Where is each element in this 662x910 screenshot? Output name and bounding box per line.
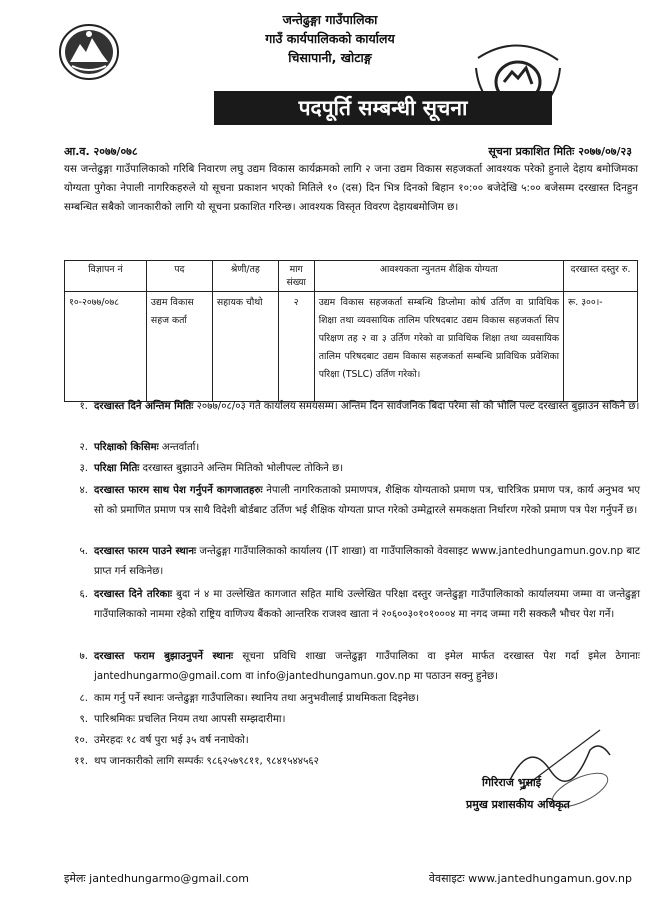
- notice-page: जन्तेढुङ्गा गाउँपालिका गाउँ कार्यपालिकको कार्यालय चिसापानी, खोटाङ्ग पदपूर्ति सम्बन्धी सूचना आ.व. २०७७/०७८ सूचना प्रकाशित मितिः २०७७/०७/२३ यस जन्तेढुङ्गा गाउँपालिकाको गरिबि निवारण लघु उद्यम विकास कार्यक्रमको लागि २ जना उद्यम विकास सहजकर्ता आवश्यक परेको हुनाले देहाय बमोजिमका योग्यता पुगेका नेपाली नागरिकहरुले यो सूचना प्रकाशन भएको मितिले १० (दस) दिन भित्र दिनको बिहान १०:०० बजेदेखि ५:०० बजेसम्म दरखास्त दिनहुन सम्बन्धित सबैको जानकारीको लागि यो सूचना प्रकाशित गरिन्छ। आवश्यक विस्तृत विवरण देहायबमोजिम छ। विज्ञापन नं पद श्रेणी/तह माग संख्या आवश्यकता न्युनतम शैक्षिक योग्यता दरखास्त दस्तुर रु. १०-२०७७/०७८ उद्यम विकास सहज कर्ता सहायक चौथो २ उद्यम विकास सहजकर्ता सम्बन्धि डिप्लोमा कोर्ष उर्तिण वा प्राविधिक शिक्षा तथा व्यवसायिक तालिम परिषदबाट उद्यम विकास सहजकर्ता सिप परिक्षण तह २ वा ३ उर्तिण गरेको वा प्राविधिक शिक्षा तथा व्यवसायिक तालिम परिषदबाट उद्यम विकास सहजकर्ता सम्बन्धि प्राविधिक प्रवेशिका परिक्षा (TSLC) उर्तिण गरेको। रू. ३००।- १. दरखास्त दिने अन्तिम मितिः २०७७/०८/०३ गते कार्यालय समयसम्म। अन्तिम दिन सार्वजनिक बिदा परेमा सो को भोलि पल्ट दरखास्त बुझाउन सकिने छ। २. परिक्षाको किसिमः अन्तर्वार्ता। ३. परिक्षा मितिः दरखास्त बुझाउने अन्तिम मितिको भोलीपल्ट तोकिने छ। ४. दरखास्त फारम साथ पेश गर्नुपर्ने कागजातहरुः नेपाली नागरिकताको प्रमाणपत्र, शैक्षिक योग्यताको प्रमाण पत्र, चारित्रिक प्रमाण पत्र, कार्य अनुभव भए सो को प्रमाणित प्रमाण पत्र साथै विदेशी बोर्डबाट उर्तिण भई शैक्षिक योग्यता प्राप्त गरेको उम्मेद्वारले समकक्षता निर्धारण गरेको प्रमाण पत्र पेश गर्नुपर्ने छ। ५. दरखास्त फारम पाउने स्थानः जन्तेढुङ्गा गाउँपालिकाको कार्यालय (IT शाखा) वा गाउँपालिकाको वेवसाइट www.jantedhungamun.gov.np बाट प्राप्त गर्न सकिनेछ। ६. दरखास्त दिने तरिकाः बुदा नं ४ मा उल्लेखित कागजात सहित माथि उल्लेखित परिक्षा दस्तुर जन्तेढुङ्गा गाउँपालिकाको कार्यालयमा जम्मा वा जन्तेढुङ्गा गाउँपालिकाको नाममा रहेको राष्ट्रिय वाणिज्य बैंकको आन्तरिक राजश्व खाता नं २०६००३०१०१०००४ मा नगद जम्मा गरी सक्कलै भौचर पेश गर्ने। ७. दरखास्त फराम बुझाउनुपर्ने स्थानः सूचना प्रविधि शाखा जन्तेढुङ्गा गाउँपालिका वा इमेल मार्फत दरखास्त पेश गर्दा इमेल ठेगानाः jantedhungarmo@gmail.com वा info@jantedhungamun.gov.np मा पठाउन सक्नु हुनेछ। ८. काम गर्नु पर्ने स्थानः जन्तेढुङ्गा गाउँपालिका। स्थानिय तथा अनुभवीलाई प्राथमिकता दिइनेछ। ९. पारिश्रमिकः प्रचलित नियम तथा आपसी सम्झदारीमा। १०. उमेरहदः १८ वर्ष पुरा भई ३५ वर्ष ननाघेको। ११. थप जानकारीको लागि सम्पर्कः ९८६२५७९८११, ९८४१५४४५६२ गिरिराज भुसाई प्रमुख प्रशासकीय अधिकृत इमेलः jantedhungarmo@gmail.com वेवसाइटः www.jantedhungamun.gov.np: [0, 0, 662, 910]
- cell-count: २: [278, 292, 314, 402]
- office-name: गाउँ कार्यपालिकको कार्यालय: [265, 31, 395, 46]
- cell-fee: रू. ३००।-: [564, 292, 638, 402]
- footer-website: वेवसाइटः www.jantedhungamun.gov.np: [428, 872, 632, 885]
- col-post: पद: [146, 261, 212, 292]
- col-count: माग संख्या: [278, 261, 314, 292]
- col-qualification: आवश्यकता न्युनतम शैक्षिक योग्यता: [314, 261, 563, 292]
- table-row: [65, 292, 638, 402]
- cell-qualification: उद्यम विकास सहजकर्ता सम्बन्धि डिप्लोमा कोर्ष उर्तिण वा प्राविधिक शिक्षा तथा व्यवसायिक तालिम परिषदबाट उद्यम विकास सहजकर्ता सिप परिक्षण तह २ वा ३ उर्तिण गरेको वा प्राविधिक शिक्षा तथा व्यवसायिक तालिम परिषदबाट उद्यम विकास सहजकर्ता सम्बन्धि प्राविधिक प्रवेशिका परिक्षा (TSLC) उर्तिण गरेको।: [314, 292, 563, 402]
- table-header-row: [65, 261, 638, 292]
- col-fee: दरखास्त दस्तुर रु.: [564, 261, 638, 292]
- published-date: सूचना प्रकाशित मितिः २०७७/०७/२३: [488, 145, 632, 158]
- office-header: [150, 10, 510, 67]
- municipality-name: जन्तेढुङ्गा गाउँपालिका: [282, 12, 378, 27]
- nepal-emblem-icon: [58, 22, 120, 82]
- signatory-title: प्रमुख प्रशासकीय अधिकृत: [466, 798, 570, 811]
- fiscal-year: आ.व. २०७७/०७८: [64, 145, 138, 158]
- footer-email: इमेलः jantedhungarmo@gmail.com: [64, 872, 249, 885]
- col-ad-no: विज्ञापन नं: [65, 261, 147, 292]
- cell-ad-no: १०-२०७७/०७८: [65, 292, 147, 402]
- intro-paragraph: यस जन्तेढुङ्गा गाउँपालिकाको गरिबि निवारण लघु उद्यम विकास कार्यक्रमको लागि २ जना उद्यम विकास सहजकर्ता आवश्यक परेको हुनाले देहाय बमोजिमका योग्यता पुगेका नेपाली नागरिकहरुले यो सूचना प्रकाशन भएको मितिले १० (दस) दिन भित्र दिनको बिहान १०:०० बजेदेखि ५:०० बजेसम्म दरखास्त दिनहुन सम्बन्धित सबैको जानकारीको लागि यो सूचना प्रकाशित गरिन्छ। आवश्यक विस्तृत विवरण देहायबमोजिम छ।: [64, 163, 638, 213]
- signatory-name: गिरिराज भुसाई: [482, 776, 542, 789]
- cell-level: सहायक चौथो: [212, 292, 278, 402]
- col-level: श्रेणी/तह: [212, 261, 278, 292]
- office-address: चिसापानी, खोटाङ्ग: [288, 50, 372, 65]
- cell-post: उद्यम विकास सहज कर्ता: [146, 292, 212, 402]
- vacancy-table: [64, 260, 638, 402]
- notice-title-banner: पदपूर्ति सम्बन्धी सूचना: [214, 91, 552, 125]
